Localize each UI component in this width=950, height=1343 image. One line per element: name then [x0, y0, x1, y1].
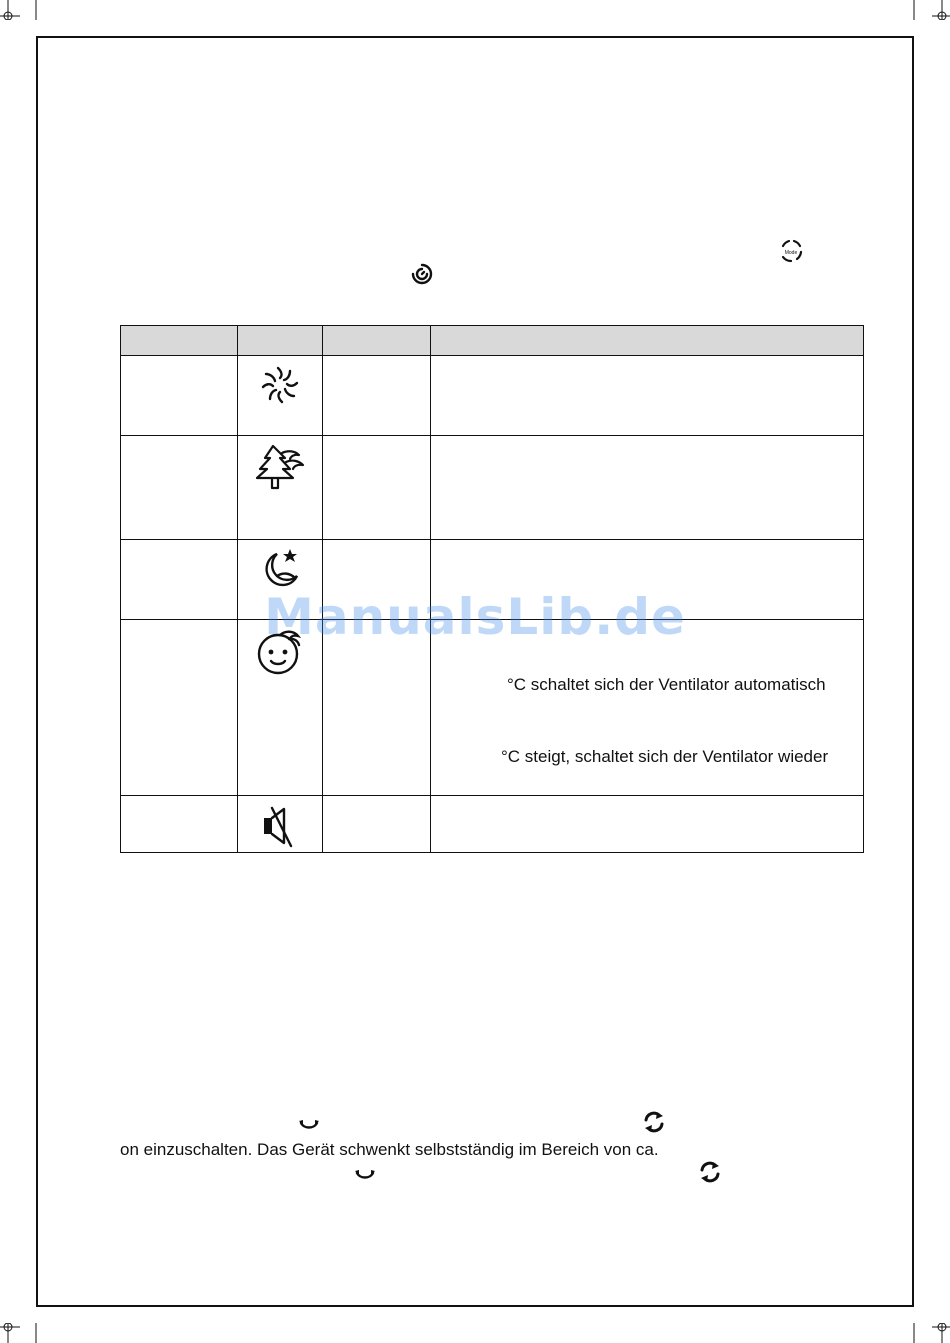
oscillation-text: on einzuschalten. Das Gerät schwenkt selbstständig im Bereich von ca.	[120, 1140, 659, 1159]
fan-blades-icon	[257, 362, 303, 408]
baby-mode-desc-line1: °C schaltet sich der Ventilator automatisch	[507, 675, 826, 694]
crop-mark-top-right	[910, 0, 950, 20]
table-header-row	[121, 326, 864, 356]
swirl-icon	[410, 262, 434, 286]
rotate-arrow-icon	[697, 1160, 723, 1184]
mode-button-icon	[777, 237, 805, 265]
speaker-muted-icon	[257, 802, 303, 848]
watermark: ManualsLib.de	[264, 588, 686, 646]
baby-mode-desc-line2: °C steigt, schaltet sich der Ventilator wieder	[501, 747, 829, 766]
svg-text:Mode: Mode	[784, 250, 798, 256]
header-cell-symbol	[238, 326, 323, 356]
oscillation-arrow-icon	[354, 1168, 376, 1182]
table-row-normal	[121, 356, 864, 436]
table-row-silent	[121, 796, 864, 853]
mode-table	[120, 325, 864, 853]
rotate-arrow-icon	[641, 1110, 667, 1134]
crop-mark-top-left	[0, 0, 40, 20]
table-row-natural	[121, 436, 864, 540]
header-cell-display	[323, 326, 431, 356]
header-cell-description	[431, 326, 864, 356]
oscillation-arrow-icon	[298, 1118, 320, 1132]
crop-mark-bottom-right	[910, 1323, 950, 1343]
crop-mark-bottom-left	[0, 1323, 40, 1343]
table-row-baby	[121, 620, 864, 796]
baby-face-icon	[254, 626, 306, 678]
header-cell-mode	[121, 326, 238, 356]
table-row-sleep	[121, 540, 864, 620]
moon-star-icon	[257, 546, 303, 592]
tree-wind-icon	[255, 442, 305, 492]
